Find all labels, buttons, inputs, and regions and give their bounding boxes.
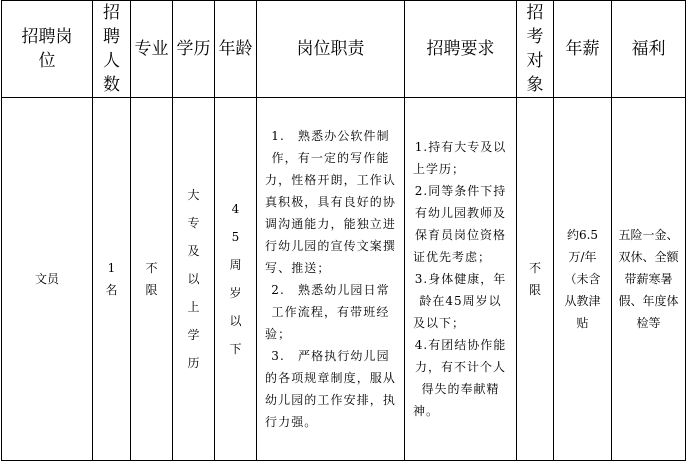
header-age-label: 年龄 — [218, 39, 253, 59]
cell-education-text: 大专及以上学历 — [187, 188, 200, 370]
requirement-item-1: 1.持有大专及以上学历； — [413, 140, 507, 176]
header-duties-label: 岗位职责 — [296, 39, 365, 59]
header-salary — [554, 1, 612, 98]
header-position-label: 招聘岗位 — [21, 27, 73, 71]
duty-item-1: 1. 熟悉办公软件制作，有一定的写作能力，性格开朗，工作认真积极，具有良好的协调沟通能力，能独立进行幼儿园的宣传文案撰写、推送； — [265, 129, 397, 275]
requirement-item-4: 4.有团结协作能力，有不计个人得失的奉献精神。 — [413, 338, 507, 418]
header-target-label: 招考对象 — [526, 3, 544, 95]
header-salary-label: 年薪 — [565, 39, 600, 59]
table-row — [2, 98, 686, 461]
header-age — [215, 1, 257, 98]
requirement-item-3: 3.身体健康，年龄在45周岁以及以下； — [413, 272, 507, 330]
cell-requirements — [405, 98, 517, 461]
header-count-label: 招聘人数 — [103, 3, 120, 95]
header-duties — [257, 1, 405, 98]
cell-major-text: 不限 — [145, 261, 158, 297]
cell-welfare — [612, 98, 686, 461]
header-requirements — [405, 1, 517, 98]
duty-item-2: 2. 熟悉幼儿园日常工作流程，有带班经验； — [265, 283, 390, 341]
cell-welfare-text: 五险一金、双休、全额带薪寒暑假、年度体检等 — [618, 228, 679, 330]
cell-age — [215, 98, 257, 461]
header-target — [517, 1, 554, 98]
cell-target-text: 不限 — [528, 261, 541, 297]
cell-position: 文员 — [2, 98, 93, 461]
header-education — [173, 1, 215, 98]
cell-major — [131, 98, 173, 461]
recruitment-table — [1, 0, 686, 461]
header-welfare — [612, 1, 686, 98]
cell-duties — [257, 98, 405, 461]
cell-count — [93, 98, 131, 461]
header-count — [93, 1, 131, 98]
cell-salary — [554, 98, 612, 461]
duty-item-3: 3. 严格执行幼儿园的各项规章制度，服从幼儿园的工作安排，执行力强。 — [265, 349, 397, 429]
cell-education — [173, 98, 215, 461]
cell-target — [517, 98, 554, 461]
header-welfare-label: 福利 — [631, 39, 666, 59]
header-row — [2, 1, 686, 98]
header-major — [131, 1, 173, 98]
header-education-label: 学历 — [176, 39, 211, 59]
header-requirements-label: 招聘要求 — [426, 39, 495, 59]
header-position — [2, 1, 93, 98]
requirement-item-2: 2.同等条件下持有幼儿园教师及保育员岗位资格证优先考虑； — [413, 184, 507, 264]
cell-count-text: 1名 — [105, 261, 118, 297]
header-major-label: 专业 — [134, 39, 169, 59]
cell-salary-text: 约6.5万/年（未含从教津贴 — [564, 228, 601, 330]
cell-age-text: 45周岁以下 — [229, 202, 242, 356]
